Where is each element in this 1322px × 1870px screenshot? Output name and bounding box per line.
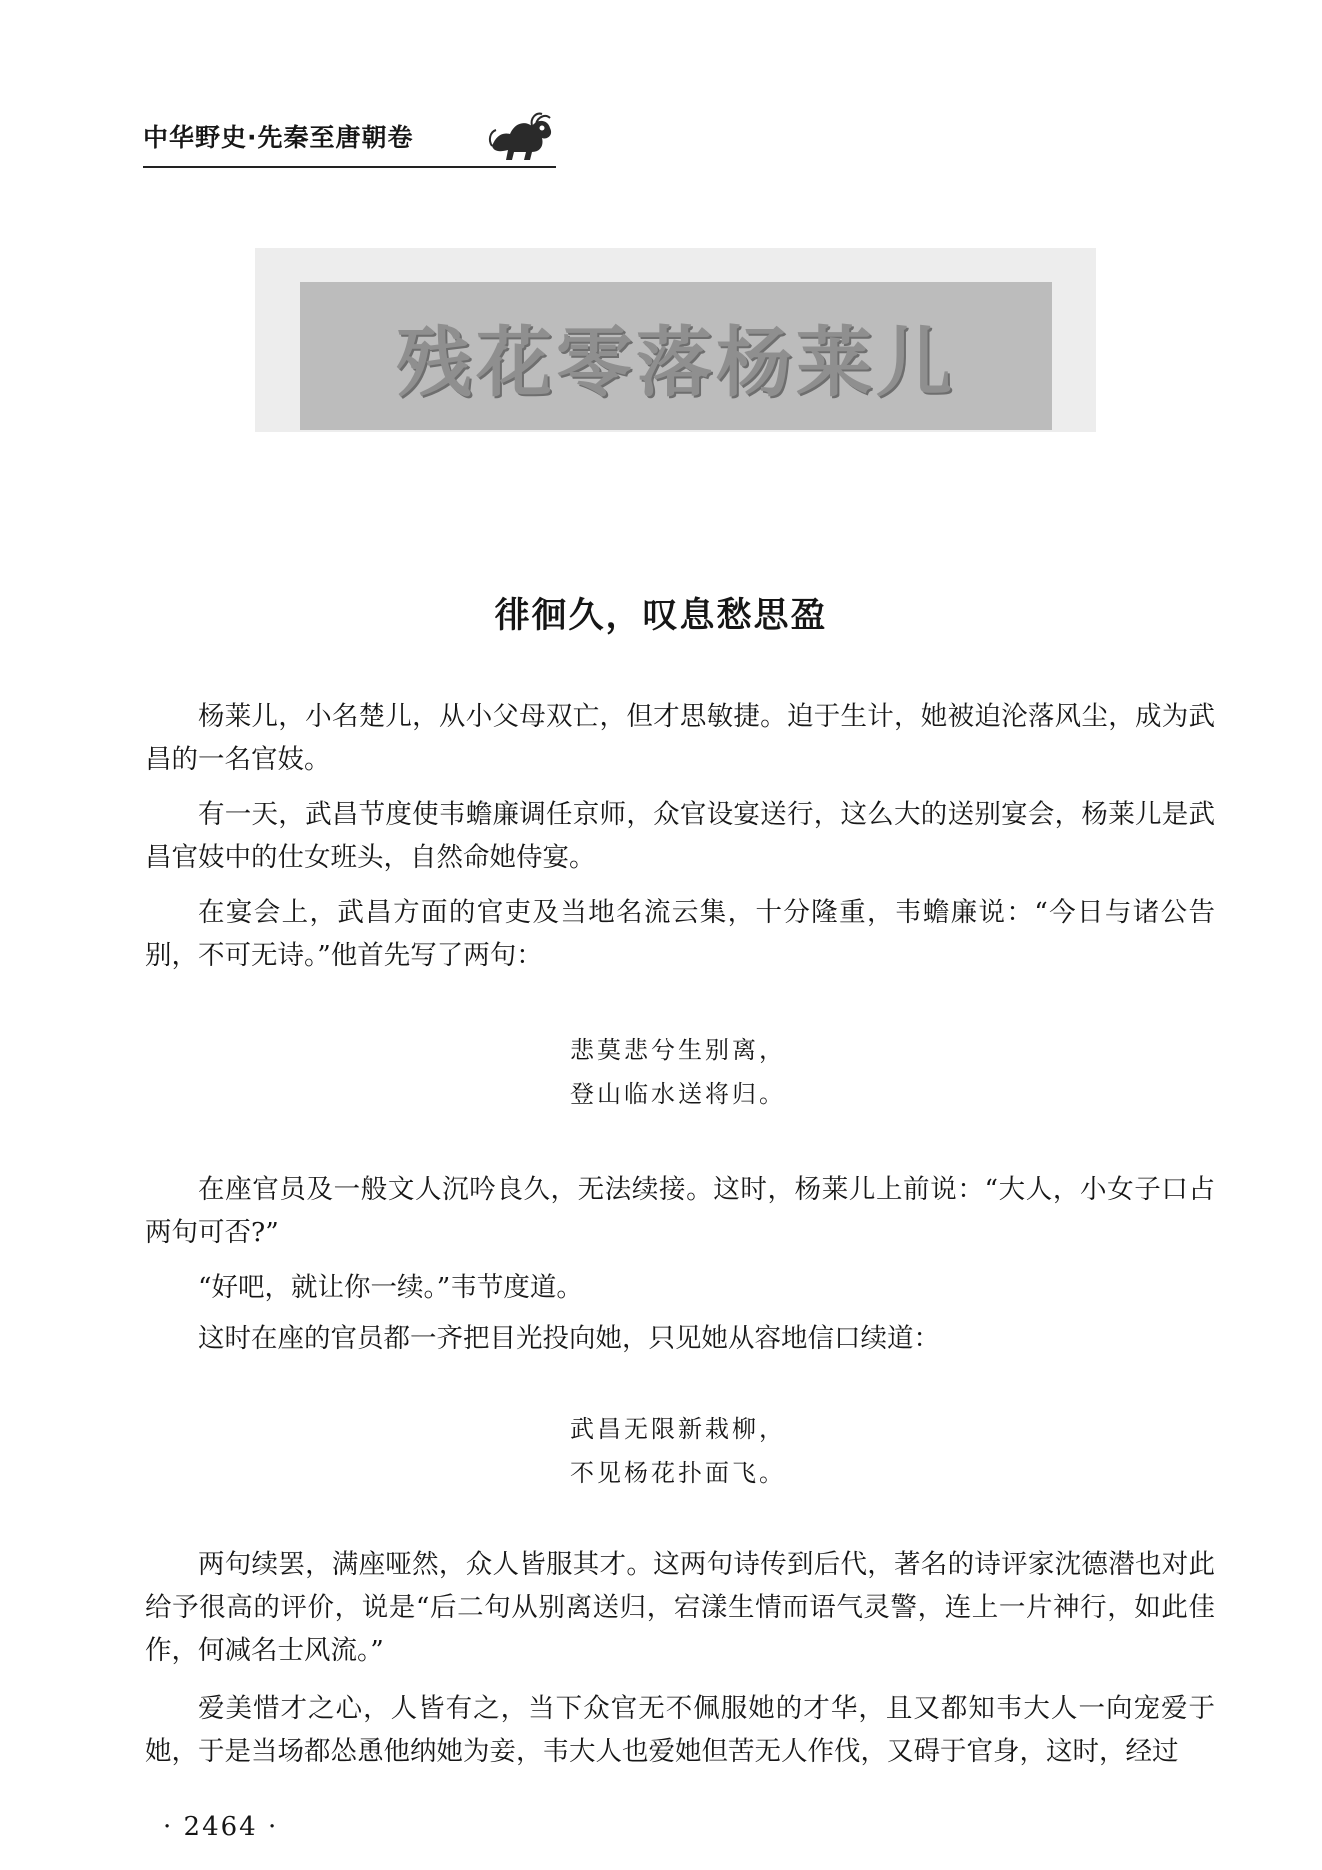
- poem-line: 登山临水送将归。: [570, 1080, 786, 1108]
- poem-2: [570, 1407, 786, 1495]
- paragraph-6: 这时在座的官员都一齐把目光投向她，只见她从容地信口续道：: [198, 1323, 940, 1354]
- chapter-banner: [300, 282, 1052, 430]
- paragraph-5: “好吧，就让你一续。”韦节度道。: [198, 1272, 583, 1303]
- poem-1: [570, 1028, 786, 1116]
- chapter-title: 残花零落杨莱儿: [396, 317, 956, 407]
- header-rule: [143, 166, 556, 168]
- paragraph-8: 爱美惜才之心，人皆有之，当下众官无不佩服她的才华，且又都知韦大人一向宠爱于她，于是当场都怂恿他纳她为妾，韦大人也爱她但苦无人作伐，又碍于官身，这时，经过: [145, 1693, 1215, 1767]
- section-title: 徘徊久，叹息愁思盈: [494, 596, 828, 636]
- lion-ornament-icon: [486, 106, 558, 166]
- paragraph-1: 杨莱儿，小名楚儿，从小父母双亡，但才思敏捷。迫于生计，她被迫沦落风尘，成为武昌的一名官妓。: [145, 701, 1215, 775]
- running-head-title: 中华野史·先秦至唐朝卷: [143, 123, 414, 152]
- paragraph-3: 在宴会上，武昌方面的官吏及当地名流云集，十分隆重，韦蟾廉说：“今日与诸公告别，不可无诗。”他首先写了两句：: [145, 897, 1215, 971]
- poem-line: 不见杨花扑面飞。: [570, 1459, 786, 1487]
- poem-line: 悲莫悲兮生别离，: [570, 1036, 786, 1064]
- page-number: · 2464 ·: [163, 1812, 279, 1842]
- paragraph-7: 两句续罢，满座哑然，众人皆服其才。这两句诗传到后代，著名的诗评家沈德潜也对此给予很高的评价，说是“后二句从别离送归，宕漾生情而语气灵警，连上一片神行，如此佳作，何减名士风流。”: [145, 1549, 1215, 1666]
- paragraph-2: 有一天，武昌节度使韦蟾廉调任京师，众官设宴送行，这么大的送别宴会，杨莱儿是武昌官妓中的仕女班头，自然命她侍宴。: [145, 799, 1215, 873]
- paragraph-4: 在座官员及一般文人沉吟良久，无法续接。这时，杨莱儿上前说：“大人，小女子口占两句可否?”: [145, 1174, 1215, 1248]
- poem-line: 武昌无限新栽柳，: [570, 1415, 786, 1443]
